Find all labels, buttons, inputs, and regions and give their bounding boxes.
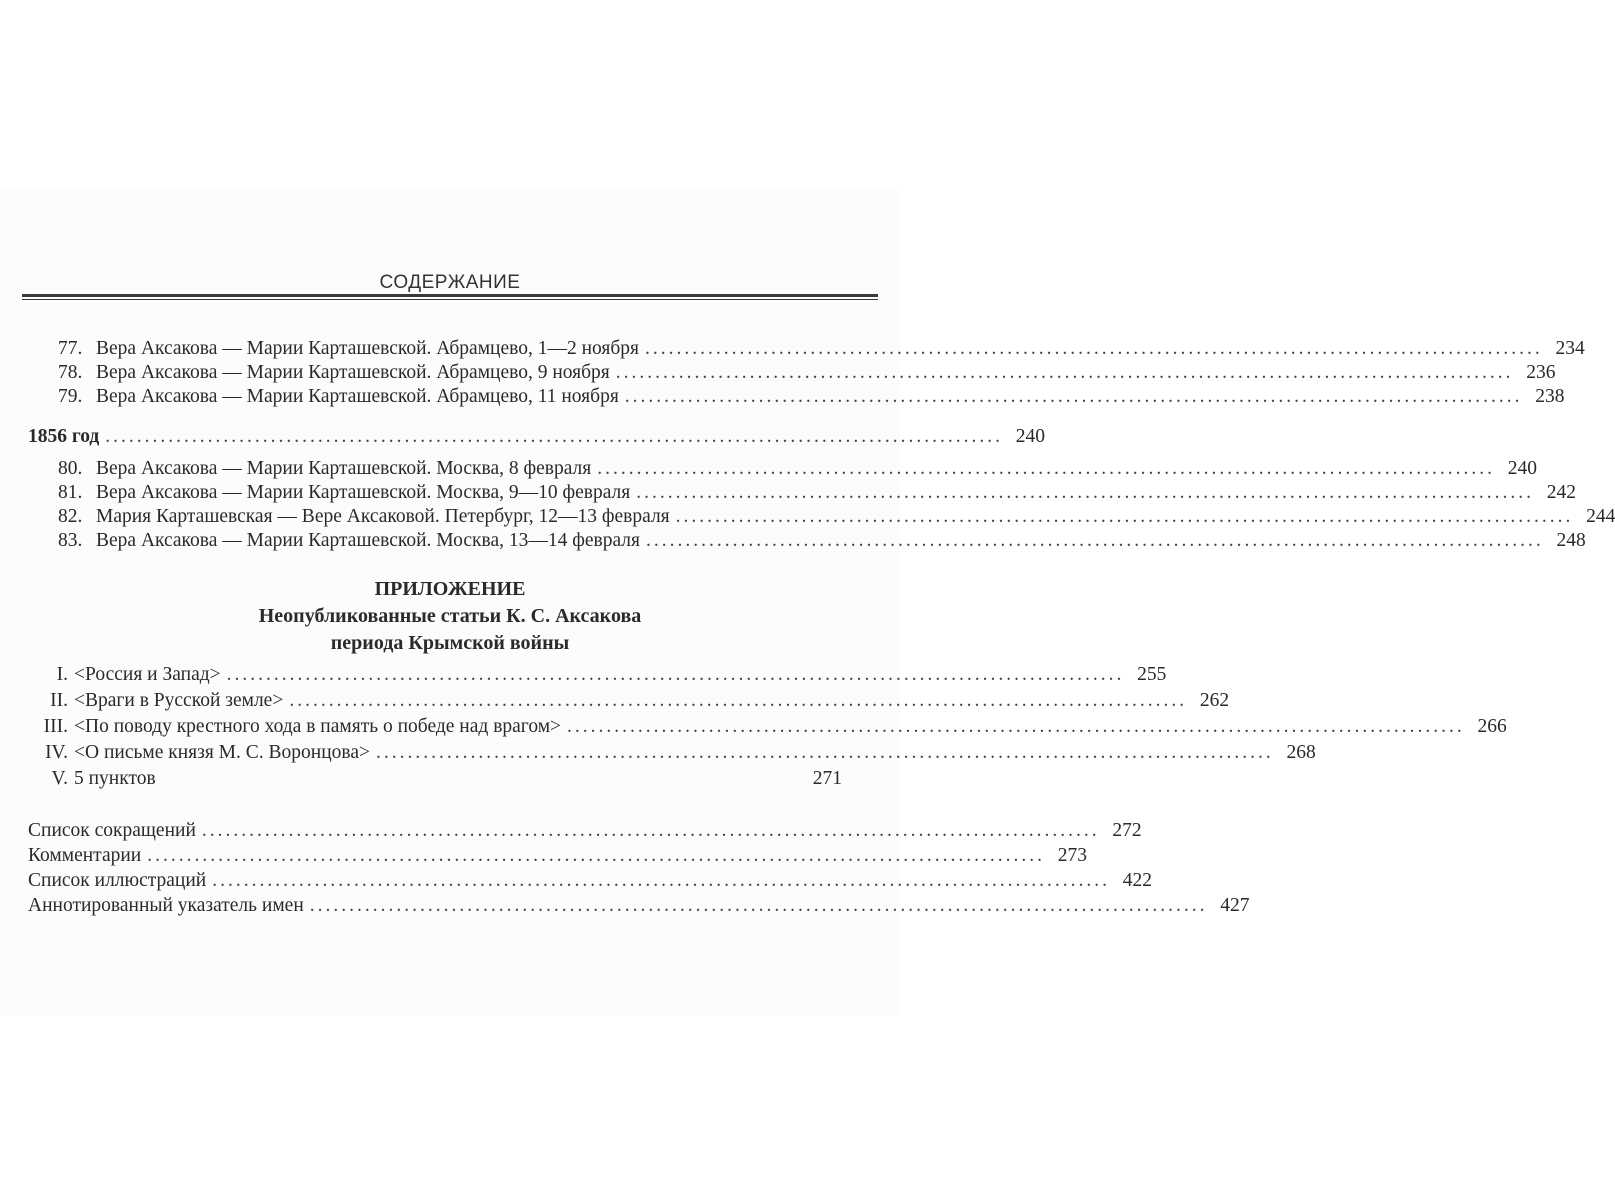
header-rule-thick [22,294,878,297]
dot-leader: .................................................................................................................. [289,690,1188,711]
entry-title: Вера Аксакова — Марии Карташевской. Москва, 8 февраля [96,458,592,479]
running-head: СОДЕРЖАНИЕ [379,272,521,293]
year-heading: 1856 год [28,426,100,447]
entry-page: 273 [1057,845,1087,866]
entry-page: 268 [1286,742,1316,763]
entry-page: 266 [1477,716,1507,737]
entry-page: 236 [1526,362,1556,383]
toc-name-index [28,895,1250,921]
dot-leader: .................................................................................................................. [212,870,1110,891]
entry-title: Вера Аксакова — Марии Карташевской. Абрамцево, 1—2 ноября [96,338,640,359]
entry-number: 78. [58,362,83,383]
toc-appendix-item-5 [28,768,842,794]
dot-leader: .................................................................................................................. [201,820,1100,841]
entry-page: 244 [1586,506,1615,527]
toc-appendix-item-1 [28,664,1167,690]
toc-appendix-item-3 [28,716,1507,742]
dot-leader: .................................................................................................................. [105,426,1004,447]
toc-entry-80 [28,458,1538,484]
entry-title: Вера Аксакова — Марии Карташевской. Абрамцево, 11 ноября [96,386,619,407]
dot-leader: .................................................................................................................. [309,895,1208,916]
entry-number: 82. [58,506,83,527]
dot-leader: .................................................................................................................. [567,716,1465,737]
header-rule-thin [22,299,878,300]
entry-page: 422 [1122,870,1152,891]
toc-abbreviations [28,820,1142,846]
entry-number: III. [43,716,68,737]
entry-number: 79. [58,386,83,407]
dot-leader: .................................................................................................................. [636,482,1535,503]
dot-leader: .................................................................................................................. [615,362,1514,383]
toc-illustrations [28,870,1152,896]
entry-title: <О письме князя М. С. Воронцова> [74,742,370,763]
dot-leader: .................................................................................................................. [376,742,1274,763]
appendix-subheading-line2: периода Крымской войны [330,632,570,654]
dot-leader: .................................................................................................................. [645,338,1543,359]
dot-leader: .................................................................................................................. [226,664,1125,685]
entry-page: 427 [1220,895,1250,916]
entry-page: 240 [1015,426,1046,447]
toc-entry-81 [28,482,1577,508]
appendix-heading: ПРИЛОЖЕНИЕ [374,578,526,600]
entry-page: 234 [1555,338,1585,359]
entry-number: 83. [58,530,83,551]
entry-number: II. [50,690,68,711]
dot-leader: .................................................................................................................. [646,530,1544,551]
entry-page: 242 [1546,482,1577,503]
entry-title: <Враги в Русской земле> [74,690,284,711]
entry-page: 271 [812,768,842,789]
entry-title: Список сокращений [28,820,196,841]
dot-leader: .................................................................................................................. [147,845,1045,866]
entry-title: Аннотированный указатель имен [28,895,304,916]
entry-title: Вера Аксакова — Марии Карташевской. Москва, 9—10 февраля [96,482,631,503]
dot-leader: .................................................................................................................. [624,386,1523,407]
toc-entry-79 [28,386,1565,412]
entry-number: 77. [58,338,83,359]
entry-title: Вера Аксакова — Марии Карташевской. Москва, 13—14 февраля [96,530,641,551]
dot-leader: .................................................................................................................. [675,506,1574,527]
toc-year-1856 [28,426,1046,452]
entry-page: 238 [1535,386,1565,407]
entry-title: Комментарии [28,845,142,866]
entry-page: 248 [1556,530,1586,551]
entry-number: 81. [58,482,83,503]
entry-number: IV. [45,742,68,763]
entry-page: 240 [1507,458,1538,479]
entry-title: Список иллюстраций [28,870,207,891]
entry-number: I. [56,664,68,685]
toc-commentary [28,845,1087,871]
toc-entry-82 [28,506,1615,532]
entry-title: <По поводу крестного хода в память о победе над врагом> [74,716,562,737]
appendix-subheading-line1: Неопубликованные статьи К. С. Аксакова [258,605,642,627]
toc-appendix-item-2 [28,690,1230,716]
entry-page: 255 [1137,664,1167,685]
entry-title: Вера Аксакова — Марии Карташевской. Абрамцево, 9 ноября [96,362,610,383]
toc-entry-77 [28,338,1585,364]
toc-appendix-item-4 [28,742,1316,768]
dot-leader: .................................................................................................................. [597,458,1496,479]
toc-entry-83 [28,530,1586,556]
toc-entry-78 [28,362,1556,388]
entry-page: 272 [1112,820,1142,841]
entry-number: 80. [58,458,83,479]
entry-title: Мария Карташевская — Вере Аксаковой. Петербург, 12—13 февраля [96,506,670,527]
entry-page: 262 [1199,690,1230,711]
entry-title: 5 пунктов [74,768,156,789]
entry-title: <Россия и Запад> [74,664,221,685]
entry-number: V. [51,768,68,789]
